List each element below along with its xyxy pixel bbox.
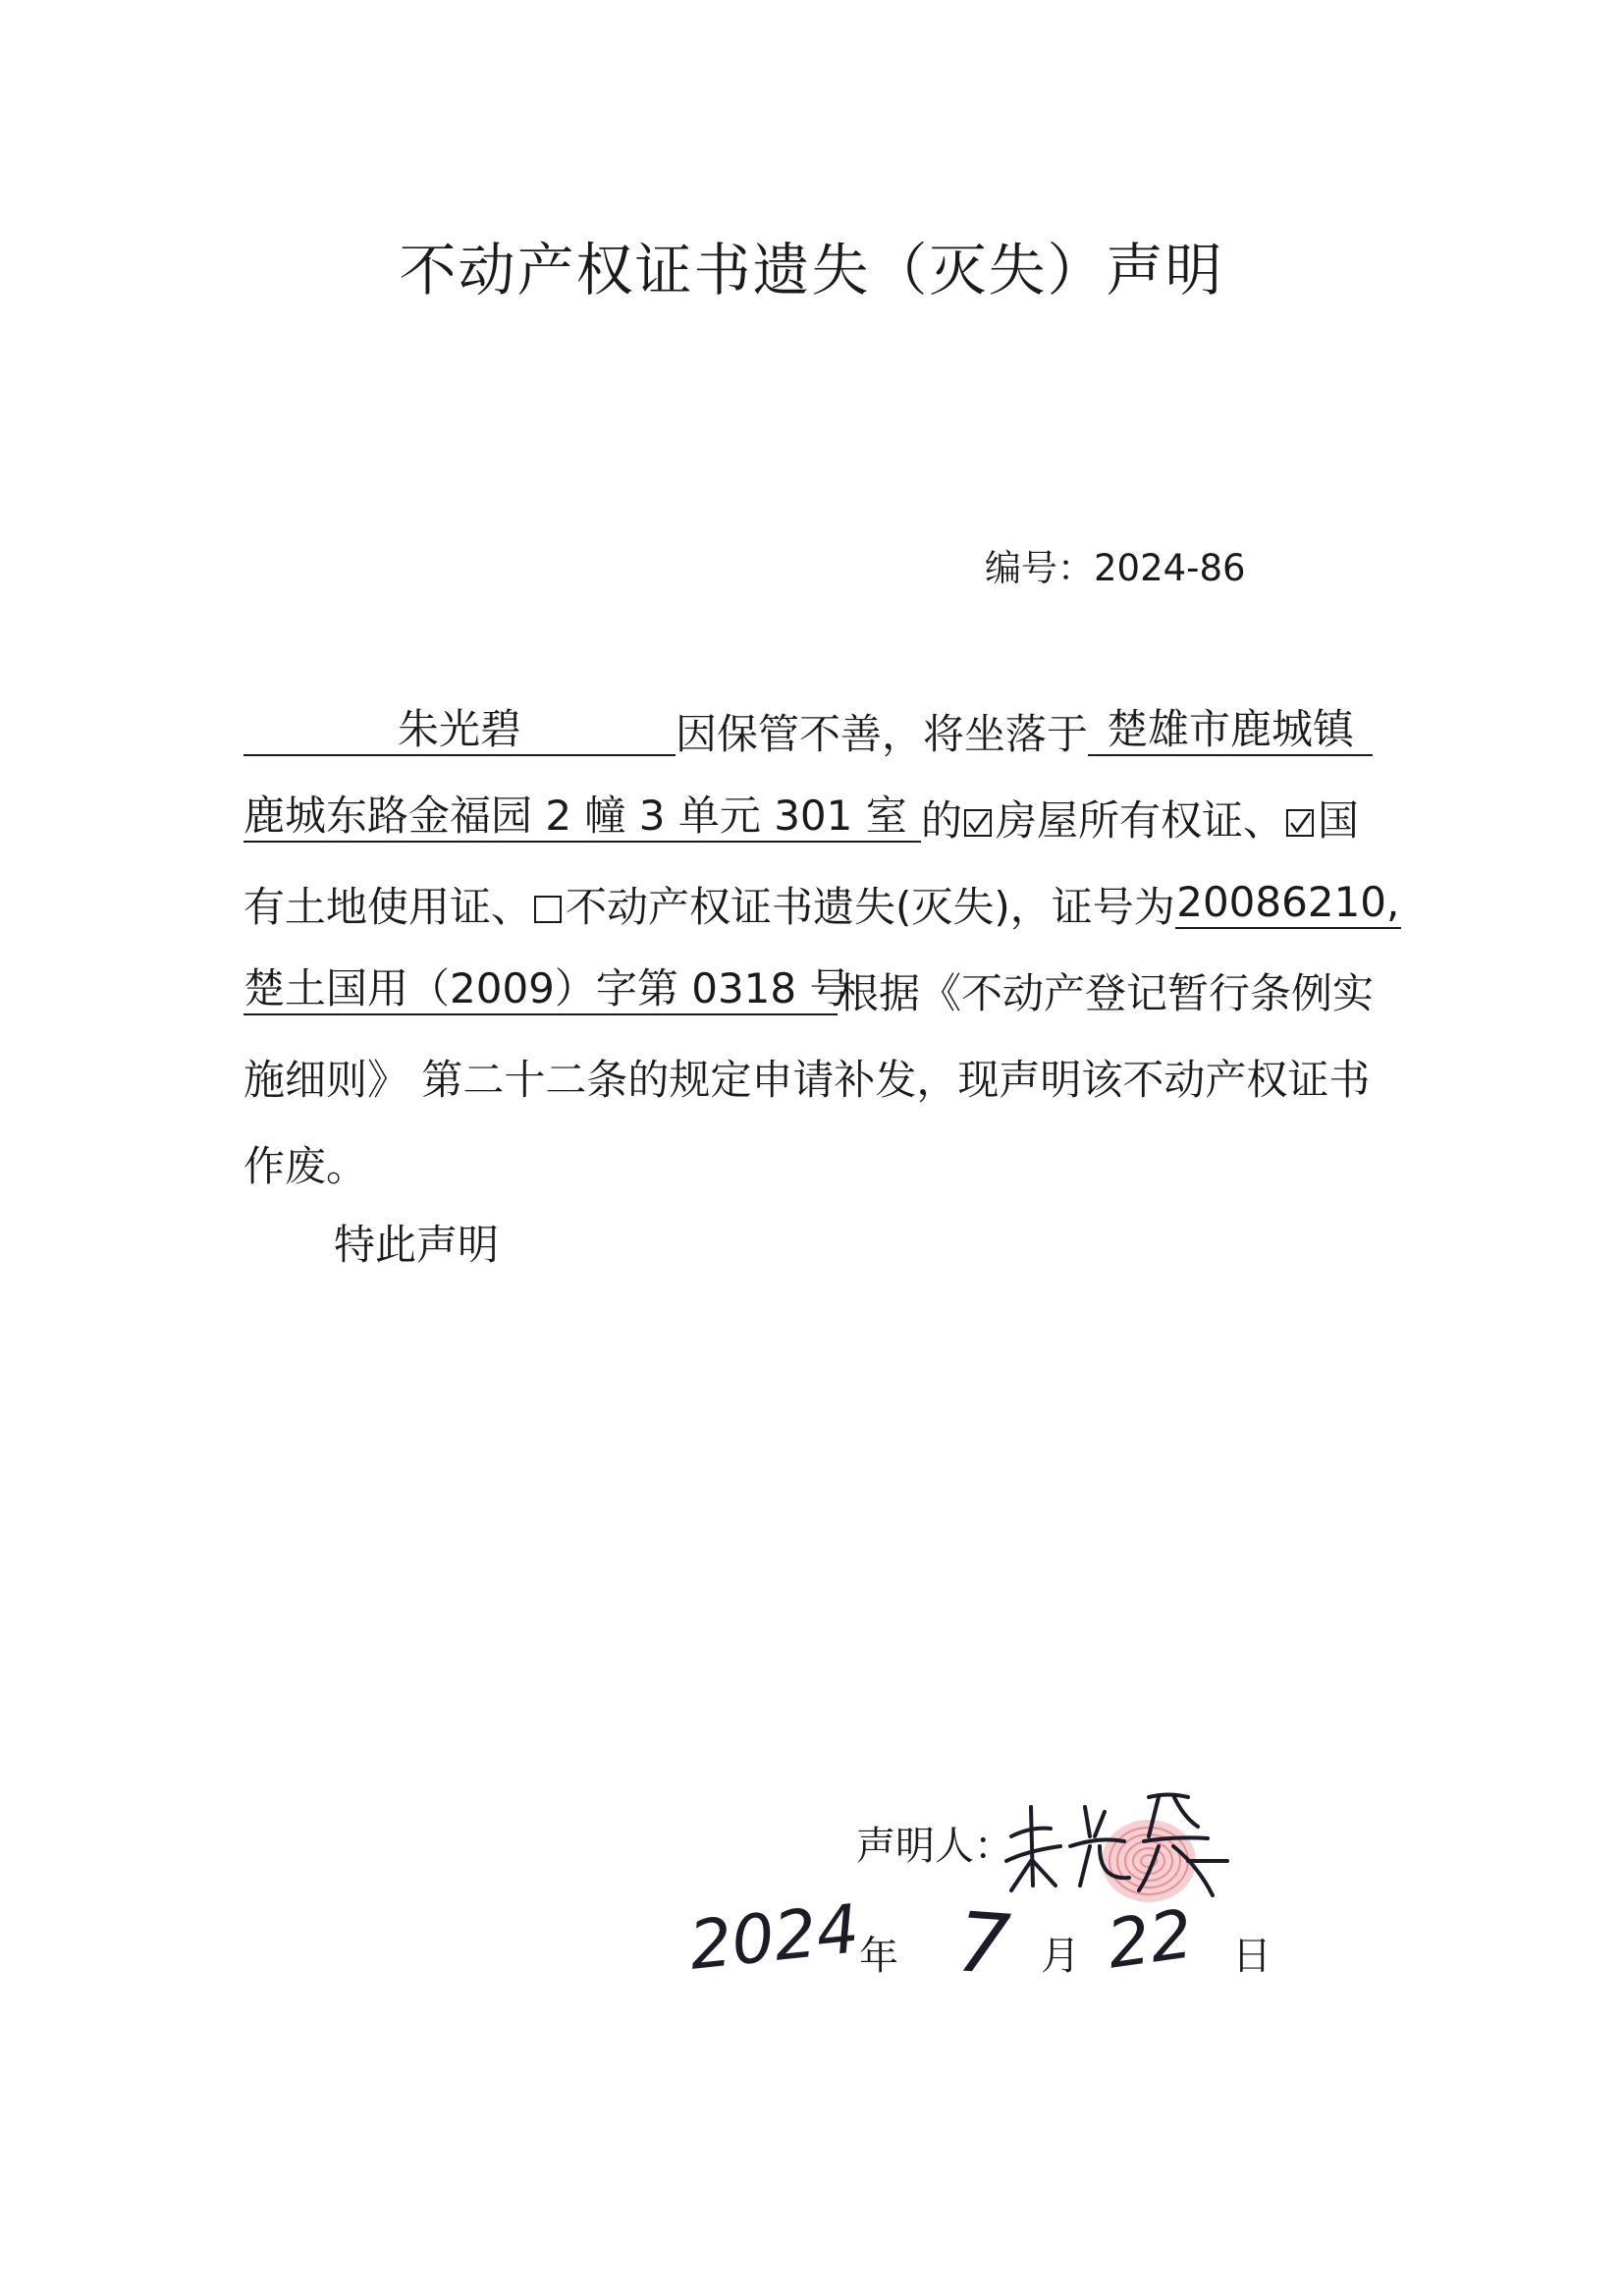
body-line-5	[243, 1051, 1382, 1110]
date-day: 22	[1102, 1895, 1198, 1985]
body-line-4	[243, 964, 1382, 1023]
date-line	[685, 1890, 1316, 2013]
check-icon	[1288, 811, 1312, 835]
land-use-checkbox	[1286, 809, 1314, 837]
option-land-use-b: 有土地使用证、	[243, 883, 533, 931]
body-line-2	[243, 792, 1382, 850]
body-line-1	[243, 705, 1382, 764]
owner-name-field: 朱光碧	[243, 705, 676, 756]
closing-statement: 特此声明	[334, 1221, 500, 1269]
body-text-2: 的	[921, 796, 963, 845]
option-property-cert: 不动产权证书遗失(灭失)，证号为	[566, 883, 1175, 931]
date-year-label: 年	[859, 1934, 898, 1979]
location-field-1: 楚雄市鹿城镇	[1088, 705, 1373, 756]
signature-image	[1001, 1768, 1237, 1925]
option-house-ownership: 房屋所有权证、	[996, 796, 1285, 845]
body-text-4: 施细则》 第二十二条的规定申请补发，现声明该不动产权证书	[243, 1056, 1371, 1104]
body-text-3: 根据《不动产登记暂行条例实	[838, 969, 1375, 1017]
date-year: 2024	[685, 1890, 863, 1986]
cert-number-field-2: 楚土国用（2009）字第 0318 号	[243, 964, 838, 1015]
body-text-5: 作废。	[243, 1142, 368, 1190]
declarant-label: 声明人：	[856, 1824, 1013, 1869]
body-line-3	[243, 878, 1400, 937]
body-line-6	[243, 1137, 1382, 1196]
page-title: 不动产权证书遗失（灭失）声明	[399, 237, 1224, 303]
property-cert-checkbox	[534, 896, 562, 923]
date-month-label: 月	[1041, 1934, 1080, 1979]
date-month: 7	[953, 1893, 1013, 1994]
check-icon	[966, 811, 990, 835]
date-day-label: 日	[1232, 1934, 1271, 1979]
location-field-2: 鹿城东路金福园 2 幢 3 单元 301 室	[243, 792, 921, 843]
cert-number-field-1: 20086210,	[1175, 878, 1401, 929]
body-text-1: 因保管不善，将坐落于	[676, 710, 1089, 758]
house-ownership-checkbox	[964, 809, 992, 837]
document-number: 编号：2024-86	[985, 547, 1246, 589]
option-land-use-a: 国	[1318, 796, 1360, 845]
